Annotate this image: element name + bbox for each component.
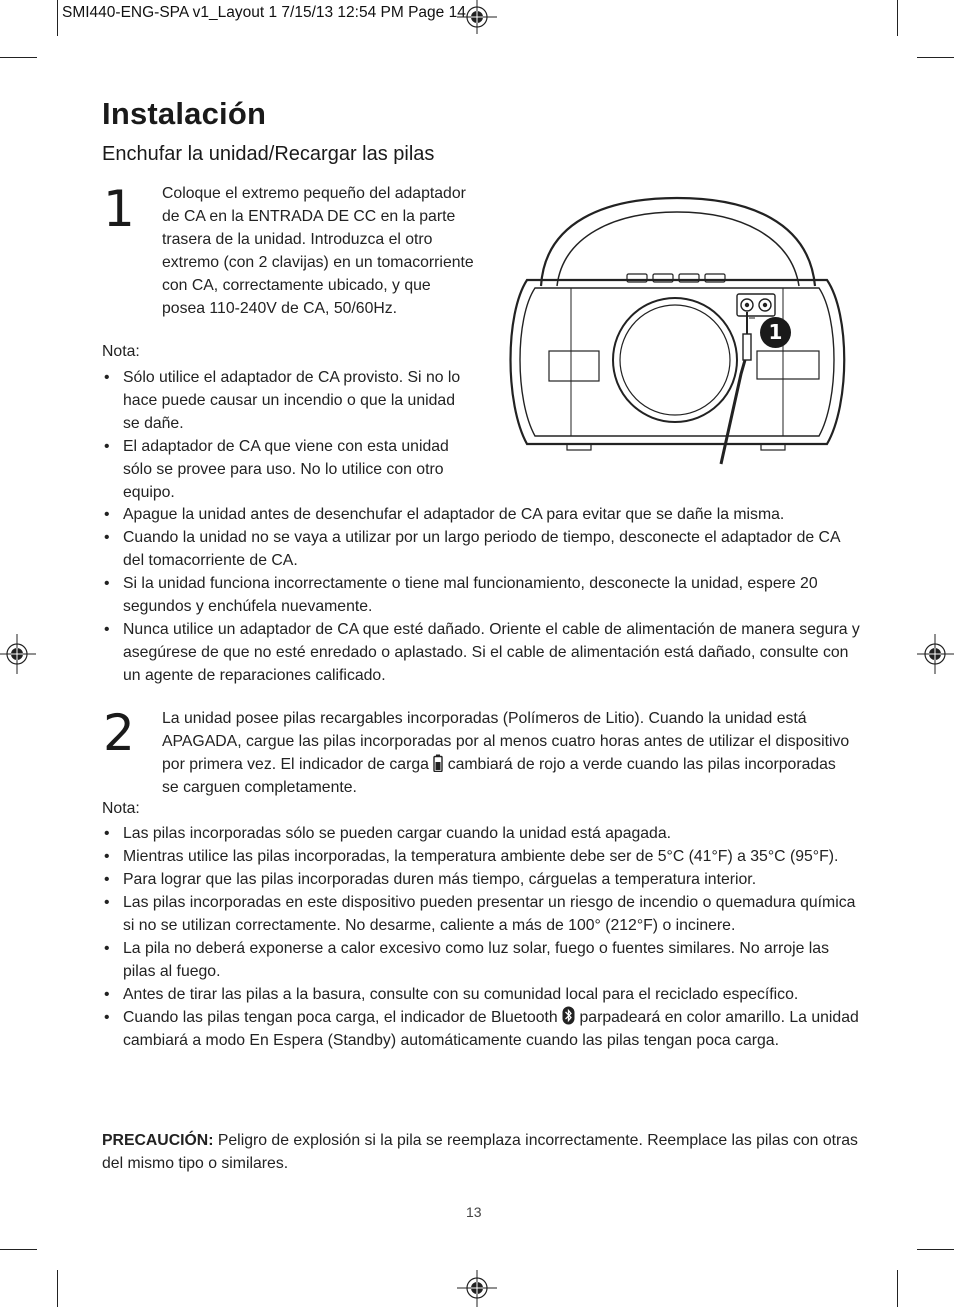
step-number-1: 1 — [103, 180, 135, 238]
speaker-back-illustration — [505, 194, 850, 466]
registration-mark-icon — [457, 0, 497, 34]
crop-mark — [897, 1270, 898, 1307]
crop-mark — [57, 0, 58, 36]
note-label: Nota: — [102, 800, 140, 817]
crop-mark — [0, 57, 37, 58]
caution-label: PRECAUCIÓN: — [102, 1132, 214, 1149]
list-item — [102, 1006, 862, 1052]
callout-number: 1 — [768, 320, 783, 344]
bluetooth-note-part2: parpadeará en color amarillo. La unidad cambiará a modo En Espera (Standby) automáticamente cuando las pilas tengan poca carga. — [123, 1009, 859, 1049]
page-title: Instalación — [102, 96, 267, 131]
step-2-text-part1: La unidad posee pilas recargables incorporadas (Polímeros de Litio). Cuando la unidad está APAGADA, cargue las pilas incorporadas por al menos cuatro horas antes de utilizar el dispositivo por primera vez. El indicador de carga — [162, 710, 850, 773]
step-2-notes — [102, 822, 862, 1052]
crop-mark — [917, 1249, 954, 1250]
step-2-text — [162, 707, 852, 799]
registration-mark-icon — [457, 1270, 497, 1307]
bluetooth-icon — [562, 1006, 575, 1025]
list-item: • Las pilas incorporadas en este dispositivo pueden presentar un riesgo de incendio o quemadura química si no se utilizan correctamente. No desarme, caliente a más de 100° (212°F) o incinere. — [102, 891, 862, 937]
caution-paragraph — [102, 1129, 862, 1175]
step-number-2: 2 — [103, 704, 135, 762]
crop-mark — [917, 57, 954, 58]
list-item: • Sólo utilice el adaptador de CA provisto. Si no lo hace puede causar un incendio o que la unidad se dañe. — [102, 366, 472, 435]
crop-mark — [57, 1270, 58, 1307]
crop-mark — [0, 1249, 37, 1250]
note-label: Nota: — [102, 343, 140, 360]
list-item: • Las pilas incorporadas sólo se pueden cargar cuando la unidad está apagada. — [102, 822, 862, 845]
list-item: • Si la unidad funciona incorrectamente o tiene mal funcionamiento, desconecte la unidad, espere 20 segundos y enchúfela nuevamente. — [102, 572, 862, 618]
list-item: • Para lograr que las pilas incorporadas duren más tiempo, cárguelas a temperatura interior. — [102, 868, 862, 891]
section-subtitle: Enchufar la unidad/Recargar las pilas — [102, 143, 435, 165]
step-2-text-part2: cambiará de rojo a verde cuando las pilas incorporadas se carguen completamente. — [162, 756, 836, 796]
bluetooth-note-part1: Cuando las pilas tengan poca carga, el indicador de Bluetooth — [123, 1009, 558, 1026]
caution-text: Peligro de explosión si la pila se reemplaza incorrectamente. Reemplace las pilas con otras del mismo tipo o similares. — [102, 1132, 858, 1172]
registration-mark-icon — [917, 634, 954, 674]
step-1-text: Coloque el extremo pequeño del adaptador de CA en la ENTRADA DE CC en la parte trasera de la unidad. Introduzca el otro extremo (con 2 clavijas) en un tomacorriente con CA, correctamente ubicado, y que posea 110-240V de CA, 50/60Hz. — [162, 185, 474, 317]
list-item: • Nunca utilice un adaptador de CA que esté dañado. Oriente el cable de alimentación de manera segura y asegúrese de que no esté enredado o aplastado. Si el cable de alimentación está dañado, consulte con un agente de reparaciones calificado. — [102, 618, 862, 687]
battery-icon — [433, 754, 443, 772]
list-item: • Antes de tirar las pilas a la basura, consulte con su comunidad local para el reciclado específico. — [102, 983, 862, 1006]
print-slug: SMI440-ENG-SPA v1_Layout 1 7/15/13 12:54 PM Page 14 — [62, 4, 466, 21]
step-1-notes-wide — [102, 503, 862, 687]
registration-mark-icon — [0, 634, 36, 674]
list-item: • Cuando la unidad no se vaya a utilizar por un largo periodo de tiempo, desconecte el adaptador de CA del tomacorriente de CA. — [102, 526, 862, 572]
step-1-notes-narrow — [102, 366, 472, 504]
list-item: • La pila no deberá exponerse a calor excesivo como luz solar, fuego o fuentes similares. No arroje las pilas al fuego. — [102, 937, 862, 983]
list-item: • Apague la unidad antes de desenchufar el adaptador de CA para evitar que se dañe la misma. — [102, 503, 862, 526]
callout-badge — [760, 317, 791, 348]
crop-mark — [897, 0, 898, 36]
list-item: • Mientras utilice las pilas incorporadas, la temperatura ambiente debe ser de 5°C (41°F) a 35°C (95°F). — [102, 845, 862, 868]
page-number: 13 — [466, 1204, 482, 1220]
list-item: • El adaptador de CA que viene con esta unidad sólo se provee para uso. No lo utilice con otro equipo. — [102, 435, 472, 504]
